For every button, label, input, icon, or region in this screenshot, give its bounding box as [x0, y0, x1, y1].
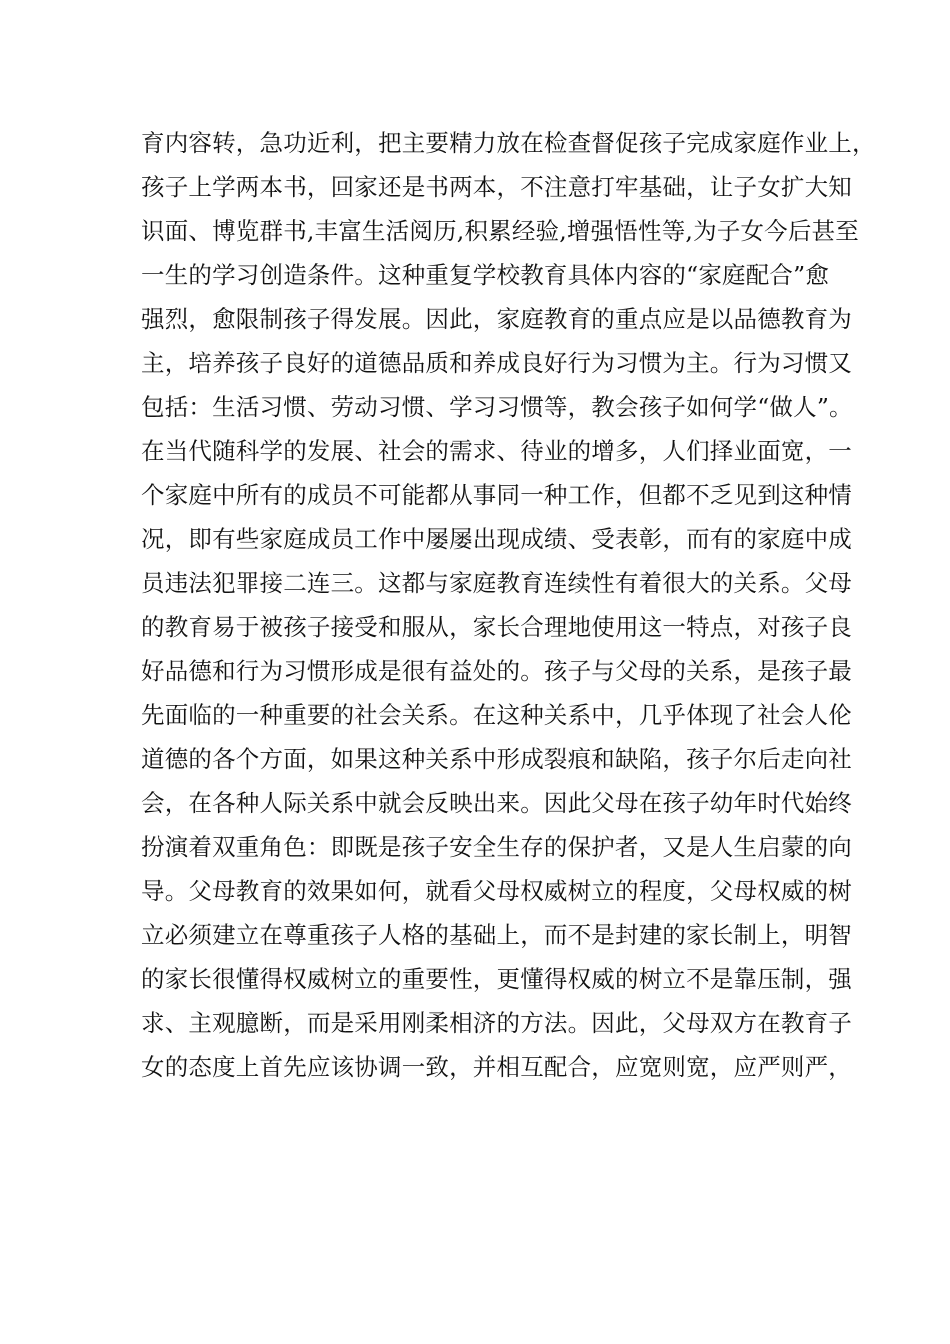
- body-text: [141, 121, 876, 1089]
- text-line: 识面、博览群书,丰富生活阅历,积累经验,增强悟性等,为子女今后甚至: [141, 217, 859, 245]
- text-line: 一生的学习创造条件。这种重复学校教育具体内容的“家庭配合”愈: [141, 261, 830, 289]
- text-line: 员违法犯罪接二连三。这都与家庭教育连续性有着很大的关系。父母: [141, 569, 852, 597]
- text-line: 求、主观臆断，而是采用刚柔相济的方法。因此，父母双方在教育子: [141, 1009, 852, 1037]
- text-line: 先面临的一种重要的社会关系。在这种关系中，几乎体现了社会人伦: [141, 701, 852, 729]
- text-line: 在当代随科学的发展、社会的需求、待业的增多，人们择业面宽，一: [141, 437, 852, 465]
- text-line: 扮演着双重角色：即既是孩子安全生存的保护者，又是人生启蒙的向: [141, 833, 852, 861]
- text-line: 况，即有些家庭成员工作中屡屡出现成绩、受表彰，而有的家庭中成: [141, 525, 852, 553]
- text-line: 包括：生活习惯、劳动习惯、学习习惯等，教会孩子如何学“做人”。: [141, 393, 853, 421]
- text-line: 个家庭中所有的成员不可能都从事同一种工作，但都不乏见到这种情: [141, 481, 852, 509]
- text-line: 的家长很懂得权威树立的重要性，更懂得权威的树立不是靠压制，强: [141, 965, 852, 993]
- text-line: 女的态度上首先应该协调一致，并相互配合，应宽则宽，应严则严，: [141, 1053, 852, 1081]
- text-line: 立必须建立在尊重孩子人格的基础上，而不是封建的家长制上，明智: [141, 921, 852, 949]
- text-line: 好品德和行为习惯形成是很有益处的。孩子与父母的关系，是孩子最: [141, 657, 852, 685]
- text-line: 道德的各个方面，如果这种关系中形成裂痕和缺陷，孩子尔后走向社: [141, 745, 852, 773]
- text-line: 导。父母教育的效果如何，就看父母权威树立的程度，父母权威的树: [141, 877, 852, 905]
- text-line: 会，在各种人际关系中就会反映出来。因此父母在孩子幼年时代始终: [141, 789, 852, 817]
- text-line: 主，培养孩子良好的道德品质和养成良好行为习惯为主。行为习惯又: [141, 349, 852, 377]
- text-line: 孩子上学两本书，回家还是书两本，不注意打牢基础，让子女扩大知: [141, 173, 852, 201]
- text-line: 的教育易于被孩子接受和服从，家长合理地使用这一特点，对孩子良: [141, 613, 852, 641]
- text-line: 强烈，愈限制孩子得发展。因此，家庭教育的重点应是以品德教育为: [141, 305, 852, 333]
- text-line: 育内容转，急功近利，把主要精力放在检查督促孩子完成家庭作业上，: [141, 129, 876, 157]
